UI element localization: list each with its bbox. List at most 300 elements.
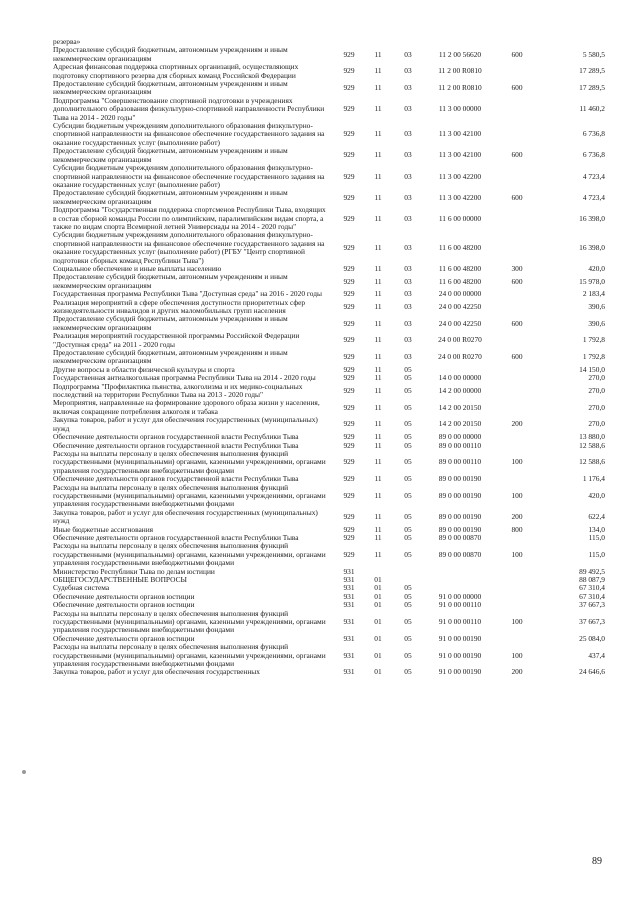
cell-expense-type: 200 bbox=[511, 419, 523, 429]
cell-section-code: 11 bbox=[374, 83, 382, 93]
cell-name: Обеспечение деятельности органов юстиции bbox=[53, 600, 195, 610]
cell-name: Предоставление субсидий бюджетным, автономным учреждениям и иным некоммерческим организациям bbox=[53, 188, 288, 206]
cell-expense-type: 600 bbox=[511, 318, 523, 328]
cell-subsection-code: 05 bbox=[404, 457, 412, 467]
cell-expense-type bbox=[497, 593, 537, 601]
cell-ministry-code: 929 bbox=[343, 49, 355, 59]
cell-section-code: 11 bbox=[374, 104, 382, 114]
cell-amount: 390,6 bbox=[588, 301, 605, 311]
cell-expense-type: 100 bbox=[511, 457, 523, 467]
cell-section-code: 11 bbox=[374, 335, 382, 345]
cell-target-article bbox=[423, 576, 497, 584]
cell-name: ОБЩЕГОСУДАРСТВЕННЫЕ ВОПРОСЫ bbox=[53, 575, 187, 584]
cell-target-article: 24 0 00 00000 bbox=[438, 289, 482, 299]
cell-target-article: 91 0 00 00190 bbox=[438, 650, 482, 660]
cell-section-code bbox=[363, 38, 393, 46]
cell-subsection-code: 05 bbox=[404, 432, 412, 442]
cell-section-code: 01 bbox=[374, 575, 382, 584]
cell-subsection-code: 05 bbox=[404, 402, 412, 412]
cell-subsection-code bbox=[393, 38, 423, 46]
cell-name: Субсидии бюджетным учреждениям дополнительного образования физкультурно-спортивной направленности на финансовое обеспечение государственного задания на оказание государственных услуг (выполнение работ) bbox=[53, 121, 325, 147]
cell-expense-type: 200 bbox=[511, 511, 523, 521]
cell-target-article: 11 3 00 42100 bbox=[438, 129, 482, 139]
cell-name: Обеспечение деятельности органов государственной власти Республики Тыва bbox=[53, 432, 299, 442]
cell-ministry-code: 929 bbox=[343, 276, 355, 286]
cell-ministry-code: 929 bbox=[343, 289, 355, 299]
cell-section-code: 11 bbox=[374, 385, 382, 395]
cell-subsection-code: 03 bbox=[404, 352, 412, 362]
table-row bbox=[53, 542, 605, 567]
cell-section-code: 01 bbox=[374, 583, 382, 593]
cell-expense-type bbox=[497, 97, 537, 122]
cell-section-code: 11 bbox=[374, 171, 382, 181]
cell-subsection-code: 03 bbox=[404, 66, 412, 76]
cell-expense-type bbox=[497, 568, 537, 576]
cell-expense-type bbox=[497, 635, 537, 643]
table-row bbox=[53, 332, 605, 349]
cell-target-article bbox=[423, 568, 497, 576]
cell-expense-type: 300 bbox=[511, 263, 523, 273]
cell-name: Государственная программа Республики Тыва "Доступная среда" на 2016 - 2020 годы bbox=[53, 289, 322, 299]
cell-expense-type bbox=[497, 366, 537, 374]
cell-expense-type bbox=[497, 601, 537, 609]
cell-target-article: 11 6 00 00000 bbox=[438, 213, 482, 223]
cell-subsection-code: 05 bbox=[404, 650, 412, 660]
cell-expense-type bbox=[497, 231, 537, 265]
cell-section-code: 11 bbox=[374, 289, 382, 299]
cell-amount: 270,0 bbox=[588, 402, 605, 412]
cell-expense-type: 800 bbox=[511, 524, 523, 534]
cell-name: Реализация мероприятий в сфере обеспечения доступности приоритетных сфер жизнедеятельности инвалидов и других маломобильных групп населения bbox=[53, 297, 306, 315]
cell-target-article: 11 3 00 42200 bbox=[438, 171, 482, 181]
cell-ministry-code: 931 bbox=[343, 617, 355, 627]
cell-name: Обеспечение деятельности органов государственной власти Республики Тыва bbox=[53, 474, 299, 484]
cell-subsection-code: 03 bbox=[404, 129, 412, 139]
cell-expense-type bbox=[497, 299, 537, 316]
cell-section-code: 01 bbox=[374, 600, 382, 610]
cell-amount: 390,6 bbox=[588, 318, 605, 328]
cell-amount: 6 736,8 bbox=[582, 150, 605, 160]
cell-section-code: 11 bbox=[374, 150, 382, 160]
cell-expense-type: 600 bbox=[511, 352, 523, 362]
cell-name: Расходы на выплаты персоналу в целях обеспечения выполнения функций государственными (муниципальными) органами, казенными учреждениями, органами управления государственными внебюджетными фондами bbox=[53, 482, 326, 509]
table-row bbox=[53, 231, 605, 265]
cell-amount: 4 723,4 bbox=[582, 192, 605, 202]
cell-section-code: 11 bbox=[374, 532, 382, 542]
cell-expense-type bbox=[497, 433, 537, 441]
cell-expense-type bbox=[497, 122, 537, 147]
cell-expense-type bbox=[497, 290, 537, 298]
cell-subsection-code: 03 bbox=[404, 242, 412, 252]
cell-section-code: 11 bbox=[374, 49, 382, 59]
cell-ministry-code: 929 bbox=[343, 171, 355, 181]
cell-name: Расходы на выплаты персоналу в целях обеспечения выполнения функций государственными (муниципальными) органами, казенными учреждениями, органами управления государственными внебюджетными фондами bbox=[53, 541, 326, 568]
cell-amount: 437,4 bbox=[588, 650, 605, 660]
cell-target-article: 11 6 00 48200 bbox=[438, 276, 482, 286]
cell-amount: 270,0 bbox=[588, 385, 605, 395]
scan-speck bbox=[22, 770, 26, 774]
cell-target-article: 14 2 00 00000 bbox=[438, 385, 482, 395]
cell-amount: 24 646,6 bbox=[579, 667, 605, 677]
cell-expense-type: 200 bbox=[511, 667, 523, 677]
cell-target-article: 14 2 00 20150 bbox=[438, 419, 482, 429]
cell-section-code: 11 bbox=[374, 402, 382, 412]
cell-subsection-code: 05 bbox=[404, 373, 412, 383]
cell-expense-type: 100 bbox=[511, 650, 523, 660]
cell-name: Расходы на выплаты персоналу в целях обеспечения выполнения функций государственными (муниципальными) органами, казенными учреждениями, органами управления государственными внебюджетными фондами bbox=[53, 608, 326, 635]
cell-subsection-code: 05 bbox=[404, 600, 412, 610]
cell-ministry-code: 929 bbox=[343, 150, 355, 160]
table-row bbox=[53, 509, 605, 526]
cell-ministry-code: 929 bbox=[343, 402, 355, 412]
cell-ministry-code: 931 bbox=[343, 566, 355, 576]
cell-target-article: 24 0 00 R0270 bbox=[438, 335, 482, 345]
cell-name: Обеспечение деятельности органов юстиции bbox=[53, 633, 195, 643]
cell-section-code: 11 bbox=[374, 192, 382, 202]
cell-name: Социальное обеспечение и иные выплаты населению bbox=[53, 263, 222, 273]
cell-target-article: 11 3 00 42100 bbox=[438, 150, 482, 160]
cell-target-article: 24 0 00 42250 bbox=[438, 318, 482, 328]
cell-name: Расходы на выплаты персоналу в целях обеспечения выполнения функций государственными (муниципальными) органами, казенными учреждениями, органами управления государственными внебюджетными фондами bbox=[53, 448, 326, 475]
cell-target-article: 14 0 00 00000 bbox=[438, 373, 482, 383]
cell-name: Обеспечение деятельности органов государственной власти Республики Тыва bbox=[53, 440, 299, 450]
table-row bbox=[53, 206, 605, 231]
cell-ministry-code: 929 bbox=[343, 490, 355, 500]
cell-target-article: 91 0 00 00190 bbox=[438, 633, 482, 643]
cell-section-code: 11 bbox=[374, 129, 382, 139]
table-row bbox=[53, 610, 605, 635]
cell-subsection-code: 05 bbox=[404, 583, 412, 593]
cell-section-code: 11 bbox=[374, 364, 382, 374]
cell-target-article: 89 0 00 00110 bbox=[438, 457, 482, 467]
cell-name: Расходы на выплаты персоналу в целях обеспечения выполнения функций государственными (муниципальными) органами, казенными учреждениями, органами управления государственными внебюджетными фондами bbox=[53, 642, 326, 669]
cell-ministry-code: 929 bbox=[343, 66, 355, 76]
cell-amount: 37 667,3 bbox=[579, 600, 605, 610]
table-row bbox=[53, 189, 605, 206]
cell-expense-type bbox=[497, 164, 537, 189]
cell-subsection-code: 03 bbox=[404, 171, 412, 181]
table-row bbox=[53, 97, 605, 122]
cell-name: Субсидии бюджетным учреждениям дополнительного образования физкультурно-спортивной направленности на финансовое обеспечение государственного задания на оказание государственных услуг (выполнение работ) (РГБУ "Центр спортивной подготовки сборных команд Республики Тыва") bbox=[53, 230, 325, 265]
cell-subsection-code: 05 bbox=[404, 385, 412, 395]
cell-subsection-code: 05 bbox=[404, 617, 412, 627]
cell-amount: 25 084,0 bbox=[579, 633, 605, 643]
cell-subsection-code: 03 bbox=[404, 318, 412, 328]
cell-target-article bbox=[423, 38, 497, 46]
cell-ministry-code: 929 bbox=[343, 385, 355, 395]
cell-expense-type bbox=[497, 332, 537, 349]
cell-ministry-code: 929 bbox=[343, 364, 355, 374]
cell-ministry-code: 929 bbox=[343, 318, 355, 328]
cell-expense-type: 600 bbox=[511, 83, 523, 93]
cell-name: Мероприятия, направленные на формирование здорового образа жизни у населения, включая сокращение потребления алкоголя и табака bbox=[53, 398, 320, 416]
table-row bbox=[53, 273, 605, 290]
cell-ministry-code: 931 bbox=[343, 591, 355, 601]
cell-name: Субсидии бюджетным учреждениям дополнительного образования физкультурно-спортивной направленности на финансовое обеспечение государственного задания на оказание государственных услуг (выполнение работ) bbox=[53, 163, 325, 189]
cell-subsection-code bbox=[393, 568, 423, 576]
table-row bbox=[53, 63, 605, 80]
cell-section-code: 01 bbox=[374, 617, 382, 627]
cell-ministry-code: 931 bbox=[343, 600, 355, 610]
cell-ministry-code: 929 bbox=[343, 373, 355, 383]
cell-ministry-code bbox=[335, 38, 363, 46]
cell-target-article: 91 0 00 00110 bbox=[438, 600, 482, 610]
cell-amount: 5 580,5 bbox=[582, 49, 605, 59]
cell-ministry-code: 929 bbox=[343, 524, 355, 534]
cell-amount: 67 310,4 bbox=[579, 583, 605, 593]
cell-name: Иные бюджетные ассигнования bbox=[53, 524, 154, 534]
cell-section-code: 11 bbox=[374, 549, 382, 559]
table-row bbox=[53, 399, 605, 416]
table-row bbox=[53, 349, 605, 366]
cell-subsection-code: 05 bbox=[404, 532, 412, 542]
cell-subsection-code: 05 bbox=[404, 511, 412, 521]
cell-name: Государственная антиалкогольная программа Республики Тыва на 2014 - 2020 годы bbox=[53, 373, 316, 383]
cell-name: Предоставление субсидий бюджетным, автономным учреждениям и иным некоммерческим организациям bbox=[53, 348, 288, 366]
cell-target-article: 91 0 00 00000 bbox=[438, 591, 482, 601]
cell-expense-type: 100 bbox=[511, 617, 523, 627]
cell-target-article: 89 0 00 00190 bbox=[438, 524, 482, 534]
cell-expense-type bbox=[497, 399, 537, 416]
cell-amount: 12 588,6 bbox=[579, 457, 605, 467]
cell-target-article: 11 2 00 R0810 bbox=[438, 83, 482, 93]
cell-name: Судебная система bbox=[53, 583, 110, 593]
cell-expense-type: 600 bbox=[511, 150, 523, 160]
cell-section-code: 01 bbox=[374, 650, 382, 660]
cell-target-article: 11 3 00 00000 bbox=[438, 104, 482, 114]
cell-ministry-code: 929 bbox=[343, 301, 355, 311]
cell-target-article: 91 0 00 00190 bbox=[438, 667, 482, 677]
cell-amount: 17 289,5 bbox=[579, 66, 605, 76]
cell-section-code: 11 bbox=[374, 440, 382, 450]
cell-subsection-code: 03 bbox=[404, 213, 412, 223]
cell-subsection-code: 03 bbox=[404, 301, 412, 311]
cell-target-article: 11 6 00 48200 bbox=[438, 263, 482, 273]
cell-subsection-code: 05 bbox=[404, 633, 412, 643]
cell-subsection-code: 03 bbox=[404, 150, 412, 160]
table-row bbox=[53, 643, 605, 668]
cell-section-code: 11 bbox=[374, 474, 382, 484]
cell-name: Подпрограмма "Профилактика пьянства, алкоголизма и их медико-социальных последствий на территории Республики Тыва на 2013 - 2020 годы" bbox=[53, 381, 303, 400]
cell-target-article: 11 2 00 R0810 bbox=[438, 66, 482, 76]
budget-table bbox=[53, 38, 605, 677]
cell-expense-type bbox=[497, 383, 537, 400]
cell-ministry-code: 929 bbox=[343, 532, 355, 542]
cell-section-code: 11 bbox=[374, 263, 382, 273]
cell-amount: 1 176,4 bbox=[582, 474, 605, 484]
cell-subsection-code: 03 bbox=[404, 335, 412, 345]
cell-subsection-code: 03 bbox=[404, 263, 412, 273]
table-row bbox=[53, 46, 605, 63]
cell-name: Другие вопросы в области физической культуры и спорта bbox=[53, 364, 235, 374]
cell-name: Закупка товаров, работ и услуг для обеспечения государственных (муниципальных) нужд bbox=[53, 507, 318, 526]
cell-target-article: 89 0 00 00190 bbox=[438, 511, 482, 521]
cell-section-code: 11 bbox=[374, 352, 382, 362]
cell-expense-type: 600 bbox=[511, 192, 523, 202]
cell-expense-type: 100 bbox=[511, 490, 523, 500]
cell-name: Адресная финансовая поддержка спортивных организаций, осуществляющих подготовку спортивного резерва для сборных команд Российской Федерации bbox=[53, 62, 299, 80]
cell-subsection-code: 03 bbox=[404, 49, 412, 59]
cell-target-article: 89 0 00 00110 bbox=[438, 440, 482, 450]
cell-ministry-code: 931 bbox=[343, 633, 355, 643]
cell-amount: 420,0 bbox=[588, 263, 605, 273]
cell-amount: 1 792,8 bbox=[582, 335, 605, 345]
cell-section-code: 01 bbox=[374, 667, 382, 677]
cell-section-code: 11 bbox=[374, 432, 382, 442]
cell-section-code: 11 bbox=[374, 524, 382, 534]
cell-subsection-code: 05 bbox=[404, 364, 412, 374]
cell-name: Закупка товаров, работ и услуг для обеспечения государственных (муниципальных) нужд bbox=[53, 415, 318, 433]
cell-amount: 15 978,0 bbox=[579, 276, 605, 286]
cell-expense-type bbox=[497, 63, 537, 80]
cell-subsection-code: 05 bbox=[404, 591, 412, 601]
cell-name: Подпрограмма "Государственная поддержка спортсменов Республики Тыва, входящих в состав сборной команды России по олимпийским, паралимпийским видам спорта, а также по видам спорта Всемирной летней Универсиады на 2014 - 2020 годы" bbox=[53, 205, 326, 231]
cell-subsection-code: 05 bbox=[404, 440, 412, 450]
cell-target-article: 89 0 00 00870 bbox=[438, 532, 482, 542]
cell-amount: 115,0 bbox=[588, 532, 605, 542]
cell-ministry-code: 929 bbox=[343, 440, 355, 450]
cell-amount: 14 150,0 bbox=[579, 364, 605, 374]
table-row bbox=[53, 484, 605, 509]
table-row bbox=[53, 668, 605, 676]
budget-table-body bbox=[53, 38, 605, 677]
cell-amount: 37 667,3 bbox=[579, 617, 605, 627]
cell-target-article: 11 6 00 48200 bbox=[438, 242, 482, 252]
cell-section-code: 11 bbox=[374, 301, 382, 311]
cell-amount: 270,0 bbox=[588, 373, 605, 383]
cell-target-article: 89 0 00 00870 bbox=[438, 549, 482, 559]
cell-amount bbox=[537, 38, 605, 46]
cell-name: Предоставление субсидий бюджетным, автономным учреждениям и иным некоммерческим организациям bbox=[53, 79, 288, 97]
cell-amount: 88 087,9 bbox=[579, 575, 605, 584]
cell-name: Предоставление субсидий бюджетным, автономным учреждениям и иным некоммерческим организациям bbox=[53, 272, 288, 290]
cell-expense-type bbox=[497, 534, 537, 542]
cell-ministry-code: 929 bbox=[343, 457, 355, 467]
cell-name: Подпрограмма "Совершенствование спортивной подготовки в учреждениях дополнительного образования физкультурно-спортивной направленности Республики Тыва на 2014 - 2020 годы" bbox=[53, 95, 325, 122]
cell-subsection-code: 03 bbox=[404, 104, 412, 114]
cell-name: Предоставление субсидий бюджетным, автономным учреждениям и иным некоммерческим организациям bbox=[53, 45, 288, 63]
cell-target-article: 91 0 00 00110 bbox=[438, 617, 482, 627]
cell-ministry-code: 931 bbox=[343, 575, 355, 584]
cell-ministry-code: 929 bbox=[343, 213, 355, 223]
cell-ministry-code: 929 bbox=[343, 129, 355, 139]
cell-amount: 270,0 bbox=[588, 419, 605, 429]
cell-name: Закупка товаров, работ и услуг для обеспечения государственных bbox=[53, 667, 260, 677]
cell-target-article: 11 2 00 56620 bbox=[438, 49, 482, 59]
page-number: 89 bbox=[592, 856, 602, 867]
table-row bbox=[53, 122, 605, 147]
cell-ministry-code: 929 bbox=[343, 263, 355, 273]
cell-amount: 115,0 bbox=[588, 549, 605, 559]
cell-amount: 16 398,0 bbox=[579, 213, 605, 223]
cell-expense-type bbox=[497, 576, 537, 584]
cell-section-code: 11 bbox=[374, 373, 382, 383]
cell-target-article: 24 0 00 42250 bbox=[438, 301, 482, 311]
cell-section-code: 11 bbox=[374, 66, 382, 76]
cell-amount: 89 492,5 bbox=[579, 566, 605, 576]
cell-subsection-code: 03 bbox=[404, 83, 412, 93]
cell-target-article: 14 2 00 20150 bbox=[438, 402, 482, 412]
cell-subsection-code: 05 bbox=[404, 474, 412, 484]
cell-subsection-code: 03 bbox=[404, 276, 412, 286]
table-row bbox=[53, 80, 605, 97]
cell-section-code: 11 bbox=[374, 318, 382, 328]
cell-amount: 134,0 bbox=[588, 524, 605, 534]
cell-section-code: 01 bbox=[374, 591, 382, 601]
cell-name: Обеспечение деятельности органов юстиции bbox=[53, 591, 195, 601]
cell-amount: 13 880,0 bbox=[579, 432, 605, 442]
cell-subsection-code: 03 bbox=[404, 192, 412, 202]
cell-ministry-code: 929 bbox=[343, 83, 355, 93]
cell-section-code: 11 bbox=[374, 242, 382, 252]
cell-section-code: 11 bbox=[374, 276, 382, 286]
cell-expense-type: 600 bbox=[511, 276, 523, 286]
cell-ministry-code: 931 bbox=[343, 667, 355, 677]
cell-amount: 67 310,4 bbox=[579, 591, 605, 601]
cell-ministry-code: 929 bbox=[343, 549, 355, 559]
cell-section-code: 11 bbox=[374, 457, 382, 467]
cell-ministry-code: 931 bbox=[343, 583, 355, 593]
cell-amount: 12 588,6 bbox=[579, 440, 605, 450]
cell-name: резерва» bbox=[53, 37, 81, 46]
cell-expense-type bbox=[497, 38, 537, 46]
cell-ministry-code: 929 bbox=[343, 419, 355, 429]
cell-expense-type: 600 bbox=[511, 49, 523, 59]
cell-name: Министерство Республики Тыва по делам юстиции bbox=[53, 566, 215, 576]
cell-section-code: 11 bbox=[374, 490, 382, 500]
cell-subsection-code: 05 bbox=[404, 667, 412, 677]
cell-subsection-code: 05 bbox=[404, 549, 412, 559]
cell-ministry-code: 929 bbox=[343, 474, 355, 484]
cell-amount: 2 183,4 bbox=[582, 289, 605, 299]
cell-section-code: 11 bbox=[374, 511, 382, 521]
cell-expense-type bbox=[497, 475, 537, 483]
cell-subsection-code: 05 bbox=[404, 490, 412, 500]
cell-expense-type bbox=[497, 206, 537, 231]
table-row bbox=[53, 416, 605, 433]
cell-subsection-code: 03 bbox=[404, 289, 412, 299]
table-row bbox=[53, 383, 605, 400]
cell-target-article: 24 0 00 R0270 bbox=[438, 352, 482, 362]
table-row bbox=[53, 299, 605, 316]
cell-subsection-code: 05 bbox=[404, 419, 412, 429]
cell-expense-type: 100 bbox=[511, 549, 523, 559]
cell-target-article: 89 0 00 00000 bbox=[438, 432, 482, 442]
cell-name: Предоставление субсидий бюджетным, автономным учреждениям и иным некоммерческим организациям bbox=[53, 314, 288, 332]
cell-amount: 622,4 bbox=[588, 511, 605, 521]
table-row bbox=[53, 450, 605, 475]
cell-subsection-code: 05 bbox=[404, 524, 412, 534]
cell-expense-type bbox=[497, 374, 537, 382]
cell-ministry-code: 929 bbox=[343, 192, 355, 202]
cell-target-article: 89 0 00 00190 bbox=[438, 474, 482, 484]
cell-amount: 16 398,0 bbox=[579, 242, 605, 252]
cell-target-article: 89 0 00 00190 bbox=[438, 490, 482, 500]
cell-expense-type bbox=[497, 442, 537, 450]
cell-ministry-code: 929 bbox=[343, 432, 355, 442]
cell-expense-type bbox=[497, 584, 537, 592]
table-row bbox=[53, 147, 605, 164]
cell-amount: 4 723,4 bbox=[582, 171, 605, 181]
cell-name: Предоставление субсидий бюджетным, автономным учреждениям и иным некоммерческим организациям bbox=[53, 146, 288, 164]
cell-name: Обеспечение деятельности органов государственной власти Республики Тыва bbox=[53, 532, 299, 542]
cell-ministry-code: 929 bbox=[343, 242, 355, 252]
cell-ministry-code: 929 bbox=[343, 104, 355, 114]
table-row bbox=[53, 576, 605, 584]
cell-section-code: 01 bbox=[374, 633, 382, 643]
cell-name: Реализация мероприятий государственной программы Российской Федерации "Доступная среда" на 2011 - 2020 годы bbox=[53, 331, 300, 349]
cell-target-article: 11 3 00 42200 bbox=[438, 192, 482, 202]
